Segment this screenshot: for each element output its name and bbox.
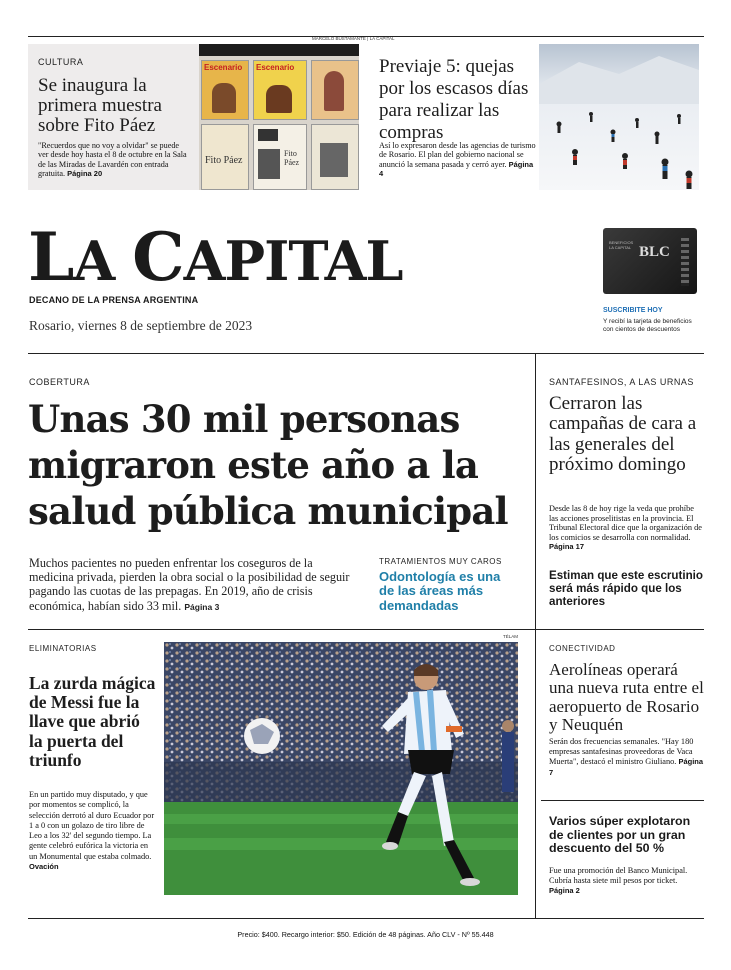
magazine-title: Escenario xyxy=(204,63,243,72)
teaser-previaje[interactable] xyxy=(371,44,704,190)
main-story-body: Muchos pacientes no pueden enfrentar los coseguros de la medicina privada, pierden la obra social o la posibilidad de seguir pagando las cuotas de las prepagas. En 2019, año de crisis económica, habían sido 33 mil. Página 3 xyxy=(29,556,350,613)
teaser-culture-body: "Recuerdos que no voy a olvidar" se puede ver desde hoy hasta el 8 de octubre en la Sala de las Miradas de Lavardén con entrada gratuita. Página 20 xyxy=(38,141,187,179)
newspaper-tagline: DECANO DE LA PRENSA ARGENTINA xyxy=(29,295,199,305)
card-logo: BLC xyxy=(639,244,670,260)
supermarkets-body: Fue una promoción del Banco Municipal. Cubría hasta siete mil pesos por ticket. Página 2 xyxy=(549,866,688,896)
photo-credit: MARCELO BUSTAMANTE | LA CAPITAL xyxy=(312,36,395,41)
elections-subhead[interactable]: Estiman que este escrutinio será más rápido que los anteriores xyxy=(549,569,703,608)
elections-body: Desde las 8 de hoy rige la veda que prohíbe las acciones proselitistas en la provincia. El Tribunal Electoral dice que la organización de los comicios se desarrolla con normalidad. Página 17 xyxy=(549,504,702,552)
teaser-culture[interactable] xyxy=(28,36,395,190)
side-story-kicker: TRATAMIENTOS MUY CAROS xyxy=(379,557,502,566)
main-headline[interactable]: Unas 30 mil personas migraron este año a la salud pública municipal xyxy=(28,397,508,533)
sports-body: En un partido muy disputado, y que por momentos se complicó, la selección derrotó al duro Ecuador por 1 a 0 con un golazo de tiro libre de Leo a los 32' del segundo tiempo. La gente celebró eufórica la victoria en un Monumental que estaba colmado. Ovación xyxy=(29,790,155,872)
connectivity-kicker: CONECTIVIDAD xyxy=(549,644,616,653)
fito-paez-exhibition-photo xyxy=(199,44,359,190)
ski-slope-photo xyxy=(539,44,699,190)
teaser-previaje-body: Así lo expresaron desde las agencias de turismo de Rosario. El plan del gobierno nacional se anunció la semana pasada y cerró ayer. Página 4 xyxy=(379,141,536,179)
edition-date: Rosario, viernes 8 de septiembre de 2023 xyxy=(29,318,253,333)
connectivity-headline[interactable]: Aerolíneas operará una nueva ruta entre el aeropuerto de Rosario y Neuquén xyxy=(549,660,704,735)
elections-kicker: SANTAFESINOS, A LAS URNAS xyxy=(549,377,694,387)
sports-kicker: ELIMINATORIAS xyxy=(29,644,97,653)
magazine-title: Fito Páez xyxy=(205,155,243,166)
main-story-kicker: COBERTURA xyxy=(29,377,90,387)
magazine-title: Fito Páez xyxy=(284,149,300,167)
teaser-culture-kicker: CULTURA xyxy=(38,57,84,67)
subscribe-description: Y recibí la tarjeta de beneficios con cientos de descuentos xyxy=(603,318,692,333)
photo-credit: TÉLAM xyxy=(503,634,519,639)
price-line: Precio: $400. Recargo interior: $50. Edición de 48 páginas. Año CLV - Nº 55.448 xyxy=(237,930,494,939)
subscribe-link[interactable]: SUSCRIBITE HOY xyxy=(603,307,663,314)
sports-headline[interactable]: La zurda mágica de Messi fue la llave que abrió la puerta del triunfo xyxy=(29,673,156,770)
teaser-previaje-title[interactable]: Previaje 5: quejas por los escasos días para realizar las compras xyxy=(379,56,529,143)
side-story-title[interactable]: Odontología es una de las áreas más demandadas xyxy=(379,569,501,613)
magazine-title: Escenario xyxy=(256,63,295,72)
newspaper-logo[interactable]: LA CAPITAL xyxy=(28,218,403,296)
benefits-card[interactable] xyxy=(603,228,697,294)
card-label: BENEFICIOS LA CAPITAL xyxy=(609,240,634,250)
messi-free-kick-photo xyxy=(164,642,518,895)
connectivity-body: Serán dos frecuencias semanales. "Hay 180 empresas santafesinas proveedoras de Vaca Muerta", destacó el ministro Giuliano. Página 7 xyxy=(549,737,704,777)
elections-headline[interactable]: Cerraron las campañas de cara a las generales del próximo domingo xyxy=(549,393,697,476)
supermarkets-headline[interactable]: Varios súper explotaron de clientes por un gran descuento del 50 % xyxy=(549,814,691,856)
teaser-culture-title[interactable]: Se inaugura la primera muestra sobre Fito Páez xyxy=(38,75,162,136)
